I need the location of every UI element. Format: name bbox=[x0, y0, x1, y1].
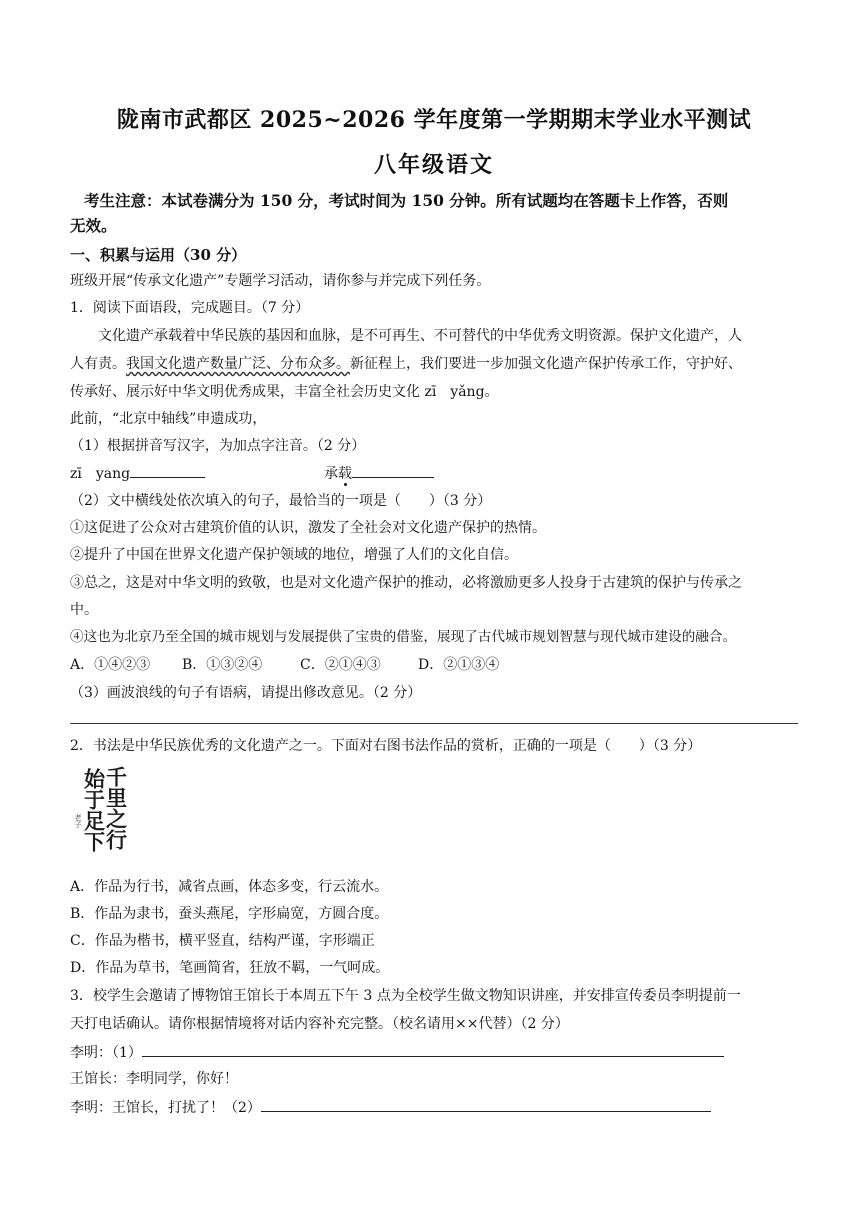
calligraphy-seal: 老子 bbox=[74, 814, 82, 828]
dialog-blank-2[interactable] bbox=[261, 1097, 711, 1112]
question-3-line-1: 3．校学生会邀请了博物馆王馆长于本周五下午 3 点为全校学生做文物知识讲座，并安排宣传委员李明提前一 bbox=[70, 988, 741, 1004]
notice-line-2: 无效。 bbox=[70, 216, 117, 235]
calligraphy-image bbox=[74, 762, 146, 870]
option-c[interactable]: C．②①④③ bbox=[300, 657, 381, 673]
q1-1-answer-row bbox=[70, 463, 800, 484]
question-3-line-2: 天打电话确认。请你根据情境将对话内容补充完整。（校名请用××代替）（2 分） bbox=[70, 1016, 569, 1032]
passage-line-3: 传承好、展示好中华文明优秀成果，丰富全社会历史文化 zī yǎng。 bbox=[70, 384, 499, 400]
passage-line-1: 文化遗产承载着中华民族的基因和血脉，是不可再生、不可替代的中华优秀文明资源。保护文化遗产，人 bbox=[98, 328, 742, 344]
activity-intro: 班级开展“传承文化遗产”专题学习活动，请你参与并完成下列任务。 bbox=[70, 273, 491, 289]
answer-line[interactable] bbox=[70, 723, 798, 724]
calligraphy-col-1: 千里之行 bbox=[103, 766, 129, 850]
word-chengzai: 承载 bbox=[324, 466, 352, 482]
question-1-3: （3）画波浪线的句子有语病，请提出修改意见。（2 分） bbox=[70, 685, 422, 701]
wavy-sentence: 我国文化遗产数量广泛、分布众多。 bbox=[126, 356, 350, 372]
option-a[interactable]: A．①④②③ bbox=[70, 657, 151, 673]
exam-subtitle: 八年级语文 bbox=[373, 152, 494, 178]
option-b[interactable]: B．①③②④ bbox=[182, 657, 263, 673]
pinyin-label: zī yang bbox=[70, 466, 131, 482]
dialog-line-2: 王馆长：李明同学，你好！ bbox=[70, 1071, 238, 1087]
q2-option-b[interactable]: B．作品为隶书，蚕头燕尾，字形扁宽，方圆合度。 bbox=[70, 906, 389, 922]
q2-option-c[interactable]: C．作品为楷书，横平竖直，结构严谨，字形端正 bbox=[70, 933, 375, 949]
passage-line-4: 此前，“北京中轴线”申遗成功， bbox=[70, 411, 267, 427]
answer-blank-zhuyin[interactable] bbox=[352, 463, 434, 478]
sentence-2: ②提升了中国在世界文化遗产保护领域的地位，增强了人们的文化自信。 bbox=[70, 547, 518, 563]
sentence-4: ④这也为北京乃至全国的城市规划与发展提供了宝贵的借鉴，展现了古代城市规划智慧与现代城市建设的融合。 bbox=[70, 629, 737, 645]
passage-line-2: 人有责。我国文化遗产数量广泛、分布众多。新征程上，我们要进一步加强文化遗产保护传承工作，守护好、 bbox=[70, 356, 742, 372]
q1-2-options bbox=[70, 655, 800, 675]
dialog-line-3: 李明：王馆长，打扰了！（2） bbox=[70, 1097, 800, 1118]
sentence-3: ③总之，这是对中华文明的致敬，也是对文化遗产保护的推动，必将激励更多人投身于古建筑的保护与传承之 bbox=[70, 575, 742, 591]
calligraphy-col-2: 始于足下 bbox=[81, 768, 107, 852]
question-2: 2．书法是中华民族优秀的文化遗产之一。下面对右图书法作品的赏析，正确的一项是（ ）（3 分） bbox=[70, 738, 702, 754]
dialog-blank-1[interactable] bbox=[142, 1042, 724, 1057]
question-1-1: （1）根据拼音写汉字，为加点字注音。（2 分） bbox=[70, 438, 366, 454]
sentence-1: ①这促进了公众对古建筑价值的认识，激发了全社会对文化遗产保护的热情。 bbox=[70, 520, 546, 536]
section-heading: 一、积累与运用（30 分） bbox=[70, 246, 247, 264]
q2-option-d[interactable]: D．作品为草书，笔画简省，狂放不羁，一气呵成。 bbox=[70, 960, 390, 976]
dialog-line-1: 李明：（1） bbox=[70, 1042, 800, 1063]
option-d[interactable]: D．②①③④ bbox=[418, 657, 500, 673]
answer-blank-pinyin[interactable] bbox=[130, 463, 205, 478]
question-1-2: （2）文中横线处依次填入的句子，最恰当的一项是（ ）（3 分） bbox=[70, 493, 492, 509]
notice-line-1: 考生注意：本试卷满分为 150 分，考试时间为 150 分钟。所有试题均在答题卡上作答，否则 bbox=[84, 191, 729, 210]
question-1: 1．阅读下面语段，完成题目。（7 分） bbox=[70, 300, 310, 316]
q2-option-a[interactable]: A．作品为行书，减省点画，体态多变，行云流水。 bbox=[70, 879, 389, 895]
sentence-3-cont: 中。 bbox=[70, 602, 98, 618]
exam-title: 陇南市武都区 2025~2026 学年度第一学期期末学业水平测试 bbox=[116, 107, 752, 133]
